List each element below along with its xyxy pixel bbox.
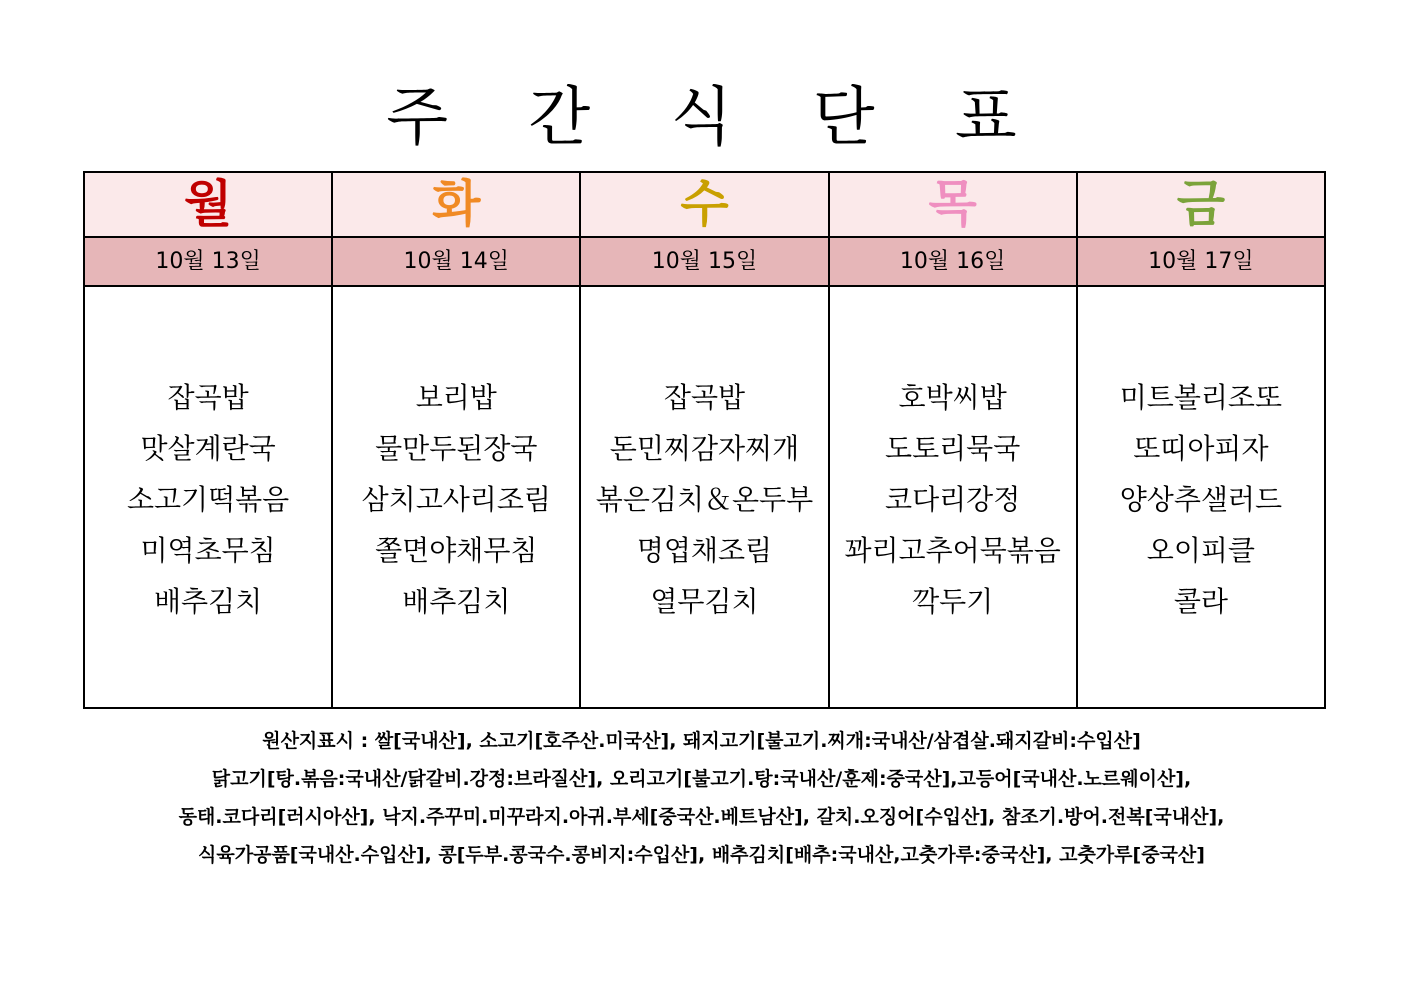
menu-cell-fri <box>1077 286 1325 708</box>
menu-item: 물만두된장국 <box>375 432 538 465</box>
menu-item: 배추김치 <box>402 585 511 618</box>
origin-line: 식육가공품[국내산.수입산], 콩[두부.콩국수.콩비지:수입산], 배추김치[배추:국내산,고춧가루:중국산], 고춧가루[중국산] <box>198 844 1205 866</box>
menu-item: 보리밥 <box>415 381 497 414</box>
date-cell: 10월 13일 <box>84 237 332 286</box>
menu-list <box>830 287 1076 627</box>
menu-item: 양상추샐러드 <box>1119 483 1283 516</box>
menu-item: 돈민찌감자찌개 <box>609 432 800 465</box>
date-cell: 10월 17일 <box>1077 237 1325 286</box>
menu-item: 도토리묵국 <box>885 432 1021 465</box>
weekday-cell: 화 <box>332 172 580 237</box>
weekday-cell: 월 <box>84 172 332 237</box>
menu-item: 꽈리고추어묵볶음 <box>844 534 1061 567</box>
weekday-header-row <box>84 172 1325 237</box>
menu-item: 콜라 <box>1173 585 1228 618</box>
origin-line: 원산지표시 : 쌀[국내산], 소고기[호주산.미국산], 돼지고기[불고기.찌개:국내산/삼겹살.돼지갈비:수입산] <box>262 730 1141 752</box>
menu-item: 삼치고사리조림 <box>361 483 551 516</box>
weekday-cell: 금 <box>1077 172 1325 237</box>
menu-item: 쫄면야채무침 <box>375 534 538 567</box>
date-cell: 10월 14일 <box>332 237 580 286</box>
origin-line: 동태.코다리[러시아산], 낙지.주꾸미.미꾸라지.아귀.부세[중국산.베트남산], 갈치.오징어[수입산], 참조기.방어.전복[국내산], <box>178 806 1225 828</box>
menu-list <box>1078 287 1324 627</box>
weekday-cell: 수 <box>580 172 828 237</box>
weekday-cell: 목 <box>829 172 1077 237</box>
page-title: 주 간 식 단 표 <box>386 81 1047 155</box>
menu-item: 미역초무침 <box>140 534 276 567</box>
menu-item: 열무김치 <box>650 585 759 618</box>
menu-cell-thu <box>829 286 1077 708</box>
menu-list <box>85 287 331 627</box>
menu-cell-wed <box>580 286 828 708</box>
menu-item: 명엽채조림 <box>636 534 773 567</box>
menu-list <box>581 287 827 627</box>
menu-item: 미트볼리조또 <box>1119 381 1283 414</box>
menu-item: 코다리강정 <box>885 483 1021 516</box>
menu-item: 맛살계란국 <box>140 432 276 465</box>
menu-cell-mon <box>84 286 332 708</box>
origin-line: 닭고기[탕.볶음:국내산/닭갈비.강정:브라질산], 오리고기[불고기.탕:국내산/훈제:중국산],고등어[국내산.노르웨이산], <box>211 768 1192 790</box>
menu-item: 잡곡밥 <box>167 381 249 414</box>
menu-item: 볶은김치＆온두부 <box>595 483 814 516</box>
menu-item: 깍두기 <box>912 585 994 618</box>
weekly-menu-table <box>83 171 1326 709</box>
menu-item: 오이피클 <box>1146 534 1255 567</box>
origin-notice <box>40 722 1363 874</box>
menu-item: 잡곡밥 <box>663 381 746 414</box>
date-cell: 10월 15일 <box>580 237 828 286</box>
menu-list <box>333 287 579 627</box>
menu-item: 배추김치 <box>153 585 263 618</box>
menu-item: 또띠아피자 <box>1133 432 1269 465</box>
menu-row <box>84 286 1325 708</box>
menu-item: 호박씨밥 <box>898 381 1007 414</box>
menu-cell-tue <box>332 286 580 708</box>
date-row <box>84 237 1325 286</box>
menu-item: 소고기떡볶음 <box>126 483 290 516</box>
date-cell: 10월 16일 <box>829 237 1077 286</box>
